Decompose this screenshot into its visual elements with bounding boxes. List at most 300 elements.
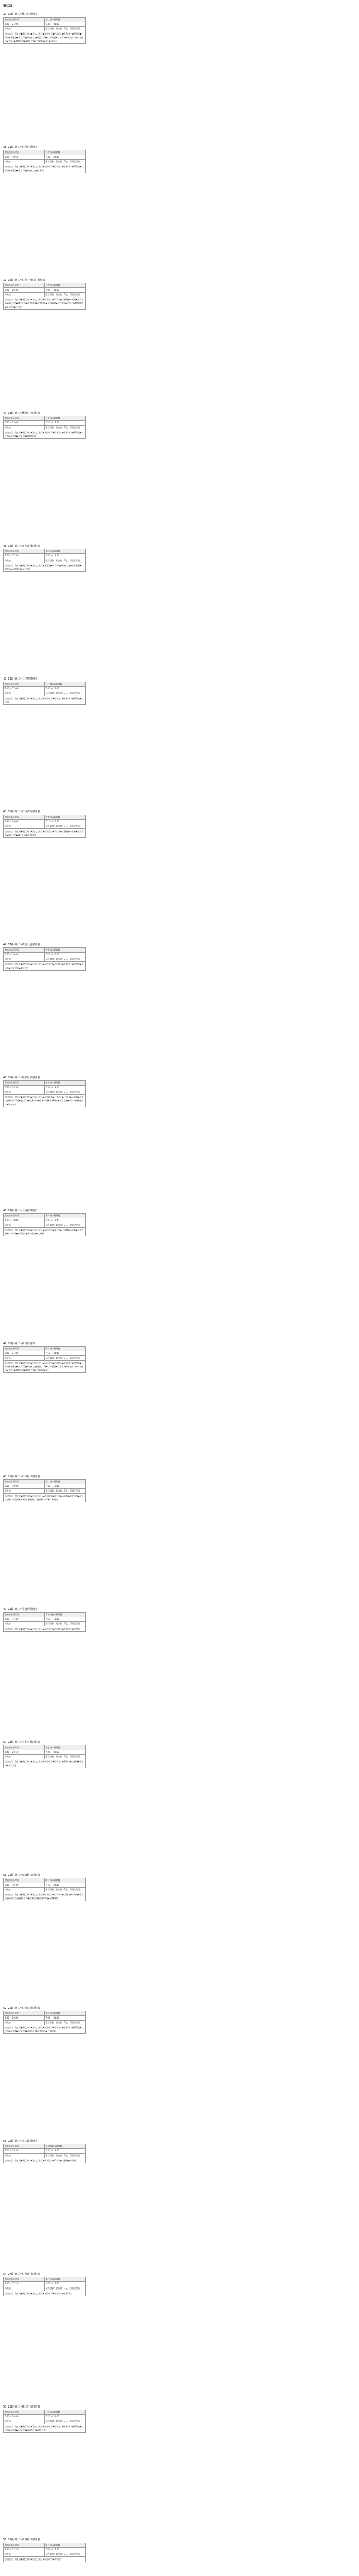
header-cell-col2: 广场首末班时间 [44,2410,86,2415]
fare-info-cell: 全程票价：起步价：3元，票面全程通 [44,2552,86,2557]
timetable-section [3,12,86,44]
timetable [3,1213,86,1236]
section-title: 26路 穗仁~永达路时刻表 [8,2140,38,2143]
table-row [4,558,86,563]
route-stops: 穗仁站▶穗仁路口▶宏达工业区▶城西中学▶西城路口▶仁和新村▶罗伯坊▶三孖塘▶永达路▶宏发大厦▶政府大道▶穗仁广场▶仁和西街▶仁和市场▶东城路口▶东方花园▶大岭村▶穗港口岸▶城东中学▶广和路口▶新村 [5,1362,84,1371]
header-cell-col2: 新村首末班时间 [44,2277,86,2282]
table-header-row [4,18,86,22]
section-heading [3,2139,86,2143]
table-row [4,297,86,310]
timetable [3,1745,86,1768]
timetable-section [3,1209,86,1236]
table-row [4,1090,86,1095]
end-time-cell: 7:30 ~ 20:30 [44,155,86,160]
table-row [4,293,86,297]
header-cell-col2: 永达路首末班时间 [44,2144,86,2149]
end-time-cell: 7:00 ~ 21:20 [44,288,86,293]
timetable [3,1612,86,1632]
route-cell [4,1892,86,1901]
fare-info-cell: 全程票价：起步价：3元，票面全程通 [44,1622,86,1626]
section-number: 47 [3,1342,7,1345]
section-number: 53 [3,2140,7,2143]
start-label-cell: 始发站 [4,824,45,829]
end-time-cell: 7:50 ~ 18:10 [44,1617,86,1622]
table-row [4,160,86,164]
route-stops: 穗仁站▶穗仁路口▶宏达工业区▶城西中学▶西城路口▶仁和新村▶罗伯坊▶三孖塘▶永达路▶宏发大厦▶政府大道▶穗仁广场 [5,2425,84,2431]
start-time-cell: 6:50 ~ 19:00 [4,1484,45,1489]
start-label-cell: 始发站 [4,1622,45,1626]
route-label: 沿途站点： [5,298,15,301]
timetable [3,815,86,838]
table-row [4,421,86,426]
start-time-cell: 7:20 ~ 17:40 [4,1617,45,1622]
end-time-cell: 7:30 ~ 19:00 [44,2149,86,2154]
start-label-cell: 始发站 [4,1755,45,1759]
table-row [4,1622,86,1626]
header-cell-col2: 花园首末班时间 [44,549,86,554]
table-row [4,1489,86,1494]
section-title: 13路 穗仁~穗港口岸时刻表 [8,412,40,415]
timetable [3,1346,86,1373]
header-cell-col1: 穗站首末班时间 [4,2011,45,2016]
start-label-cell: 始发站 [4,1356,45,1361]
table-header-row [4,1613,86,1617]
route-cell [4,1626,86,1632]
fare-info-cell: 全程票价：起步价：3元，票面全程通 [44,27,86,31]
header-cell-col1: 穗站首末班时间 [4,1081,45,1086]
section-heading [3,1209,86,1213]
table-row [4,2158,86,2163]
section-heading [3,2006,86,2010]
table-row [4,31,86,44]
table-row [4,554,86,558]
header-cell-col2: 仁和首末班时间 [44,283,86,288]
header-cell-col2: 口岸首末班时间 [44,416,86,421]
timetable [3,283,86,310]
route-stops: 穗仁站▶穗仁路口▶宏达工业区▶永达路▶宏发大厦▶政府大道▶仁和西街▶仁和市场▶东城路口▶东方花园 [5,564,84,570]
header-cell-col1: 穗站首末班时间 [4,549,45,554]
section-title: 23路 穗仁~宏发大厦时刻表 [8,1741,40,1744]
table-header-row [4,416,86,421]
timetable [3,1479,86,1502]
start-time-cell: 7:00 ~ 18:00 [4,1218,45,1223]
fare-info-cell: 全程票价：起步价：3元，票面全程通 [44,824,86,829]
header-cell-col1: 穗站首末班时间 [4,1214,45,1218]
section-heading [3,1607,86,1612]
section-title: 14路 穗仁~东方花园时刻表 [8,545,40,548]
fare-info-cell: 全程票价：起步价：3元，票面全程通 [44,558,86,563]
timetable-section [3,2006,86,2034]
section-heading [3,1076,86,1080]
section-heading [3,544,86,548]
timetable [3,2277,86,2296]
route-label: 沿途站点： [5,2425,15,2428]
section-number: 51 [3,1874,7,1877]
header-cell-col2: 大岭首末班时间 [44,1214,86,1218]
fare-info-cell: 全程票价：起步价：3元，票面全程通 [44,1356,86,1361]
route-cell [4,2291,86,2296]
section-title: 18路 穗仁~城东中学时刻表 [8,1076,40,1079]
section-number: 39 [3,279,7,282]
section-title: 27路 穗仁~仁和新村时刻表 [8,2273,40,2276]
route-label: 沿途站点： [5,697,15,700]
start-label-cell: 始发站 [4,1090,45,1095]
start-label-cell: 始发站 [4,1888,45,1892]
header-cell-col2: 西街首末班时间 [44,815,86,820]
route-label: 沿途站点： [5,1495,15,1497]
table-row [4,1888,86,1892]
table-header-row [4,283,86,288]
header-cell-col1: 穗站首末班时间 [4,2144,45,2149]
header-cell-col1: 穗站首末班时间 [4,815,45,820]
table-row [4,691,86,696]
end-time-cell: 7:10 ~ 21:40 [44,1351,86,1356]
header-cell-col2: 大道首末班时间 [44,948,86,953]
start-time-cell: 6:30 ~ 21:00 [4,1351,45,1356]
table-row [4,687,86,691]
section-number: 40 [3,412,7,415]
end-time-cell: 7:30 ~ 19:40 [44,1484,86,1489]
timetable-section [3,1740,86,1768]
route-label: 沿途站点： [5,1229,15,1231]
section-number: 49 [3,1608,7,1611]
header-cell-col1: 穗站首末班时间 [4,2277,45,2282]
table-row [4,1750,86,1755]
section-title: 15路 穗仁~三孖塘时刻表 [8,677,38,681]
table-row [4,829,86,838]
timetable [3,549,86,572]
timetable [3,947,86,971]
start-time-cell: 6:40 ~ 19:40 [4,953,45,957]
route-cell [4,2424,86,2433]
start-label-cell: 始发站 [4,27,45,31]
end-time-cell: 7:20 ~ 20:20 [44,953,86,957]
start-label-cell: 始发站 [4,2419,45,2424]
header-cell-col1: 穗站首末班时间 [4,1745,45,1750]
fare-info-cell: 全程票价：起步价：3元，票面全程通 [44,1755,86,1759]
table-header-row [4,2011,86,2016]
section-heading [3,278,86,282]
header-cell-col1: 穗站首末班时间 [4,2410,45,2415]
table-header-row [4,2543,86,2548]
table-row [4,2291,86,2296]
header-cell-col1: 穗站首末班时间 [4,1613,45,1617]
header-cell-col1: 穗站首末班时间 [4,416,45,421]
header-cell-col2: 路口首末班时间 [44,2543,86,2548]
table-row [4,2419,86,2424]
table-row [4,426,86,430]
start-label-cell: 始发站 [4,160,45,164]
route-stops: 穗仁站▶穗仁路口▶宏达工业区▶城西中学▶西城路口▶仁和新村▶罗伯坊 [15,1628,80,1630]
section-title: 12路 穗仁~仁和（西门）时刻表 [8,279,45,282]
table-row [4,1759,86,1768]
table-row [4,164,86,173]
route-label: 沿途站点： [5,564,15,567]
end-time-cell: 7:10 ~ 20:10 [44,1883,86,1888]
route-stops: 穗仁站▶穗仁路口▶宏达工业区▶城西中学▶西城路口▶罗伯坊▶三孖塘▶永达路▶宏发大厦 [5,1760,84,1767]
table-row [4,824,86,829]
fare-info-cell: 全程票价：起步价：3元，票面全程通 [44,2021,86,2025]
timetable-section [3,943,86,971]
end-time-cell: 7:40 ~ 18:10 [44,554,86,558]
section-number: 43 [3,810,7,814]
header-cell-col1: 穗站首末班时间 [4,948,45,953]
section-heading [3,2405,86,2409]
header-cell-col1: 穗站首末班时间 [4,150,45,155]
start-label-cell: 始发站 [4,426,45,430]
section-title: 20路 穗仁~新村时刻表 [8,1342,35,1345]
section-heading [3,943,86,947]
timetable-section [3,810,86,838]
route-stops: 穗仁站▶穗仁路口▶宏达工业区▶西城路口▶罗伯坊▶三孖塘▶永达路▶宏发大厦▶政府大道▶穗仁广场▶仁和西街 [5,830,84,836]
route-stops: 穗仁站▶穗仁路口▶宏达工业区▶西城路口▶罗伯坊▶三孖塘▶永达路▶宏发大厦▶政府大道▶穗仁广场▶仁和西街▶仁和市场▶东城路口▶东方花园▶大岭村▶穗港口岸▶城东中学▶仁和站 [5,298,84,308]
fare-info-cell: 全程票价：起步价：3元，票面全程通 [44,957,86,962]
timetable-section [3,1873,86,1901]
table-row [4,1228,86,1236]
header-cell-col1: 穗站首末班时间 [4,18,45,22]
header-cell-col2: 穗仁首末班时间 [44,18,86,22]
document-title: 穗仁线： [3,4,16,8]
table-row [4,2424,86,2433]
start-time-cell: 6:30 ~ 20:00 [4,820,45,824]
route-stops: 穗仁站▶穗仁路口▶宏达工业区▶城西中学▶西城路口▶仁和新村▶罗伯坊▶永达路▶宏发大厦▶政府大道 [5,963,84,969]
route-stops: 穗仁站▶穗仁路口▶宏达工业区▶城西中学▶西城路口▶仁和新村▶罗伯坊▶三孖塘 [5,697,84,703]
start-time-cell: 7:00 ~ 18:30 [4,2149,45,2154]
start-time-cell: 7:10 ~ 17:00 [4,687,45,691]
table-header-row [4,1081,86,1086]
table-row [4,2415,86,2419]
route-cell [4,962,86,971]
start-time-cell: 7:00 ~ 17:30 [4,554,45,558]
section-heading [3,810,86,814]
table-row [4,2548,86,2552]
start-time-cell: 6:50 ~ 18:30 [4,1086,45,1090]
route-stops: 穗仁站▶穗仁路口▶宏达工业区▶城西中学▶西城路口▶仁和新村▶罗伯坊▶三孖塘▶永达路▶宏发大厦▶政府大道▶仁和西街▶仁和市场 [5,2026,84,2032]
table-row [4,288,86,293]
table-row [4,1218,86,1223]
start-time-cell: 6:30 ~ 19:30 [4,1883,45,1888]
table-row [4,1755,86,1759]
section-number: 41 [3,545,7,548]
section-number: 48 [3,1475,7,1478]
table-row [4,1617,86,1622]
table-row [4,1883,86,1888]
end-time-cell: 7:20 ~ 20:50 [44,1750,86,1755]
timetable-section [3,2139,86,2163]
table-header-row [4,1347,86,1351]
section-title: 29路 穗仁~西城路口时刻表 [8,2538,40,2541]
table-row [4,563,86,572]
start-time-cell: 6:50 ~ 19:50 [4,155,45,160]
end-time-cell: 7:20 ~ 18:40 [44,421,86,426]
header-cell-col2: 大厦首末班时间 [44,1745,86,1750]
table-row [4,27,86,31]
route-label: 沿途站点： [5,1760,15,1763]
start-label-cell: 始发站 [4,293,45,297]
fare-info-cell: 全程票价：起步价：3元，票面全程通 [44,1888,86,1892]
section-title: 10路 穗仁~穗仁行时刻表 [8,13,38,16]
timetable [3,682,86,705]
route-label: 沿途站点： [5,2292,15,2295]
table-row [4,1361,86,1373]
table-header-row [4,1745,86,1750]
section-title: 24路 穗仁~东城路口时刻表 [8,1874,40,1877]
start-time-cell: 6:20 ~ 20:20 [4,2016,45,2021]
table-row [4,1892,86,1901]
table-row [4,820,86,824]
table-row [4,1356,86,1361]
section-title: 25路 穗仁~仁和市场时刻表 [8,2007,40,2010]
route-cell [4,696,86,705]
table-row [4,1351,86,1356]
timetable [3,17,86,44]
table-header-row [4,682,86,687]
table-row [4,155,86,160]
timetable-section [3,1076,86,1107]
table-row [4,2016,86,2021]
end-time-cell: 7:20 ~ 21:20 [44,2415,86,2419]
table-header-row [4,2144,86,2149]
fare-info-cell: 全程票价：起步价：3元，票面全程通 [44,691,86,696]
table-header-row [4,2277,86,2282]
section-number: 54 [3,2273,7,2276]
table-row [4,1086,86,1090]
start-label-cell: 始发站 [4,2021,45,2025]
section-heading [3,2272,86,2276]
table-header-row [4,150,86,155]
fare-info-cell: 全程票价：起步价：3元，票面全程通 [44,2154,86,2158]
route-cell [4,1228,86,1236]
table-row [4,1626,86,1632]
section-heading [3,1873,86,1877]
route-cell [4,2158,86,2163]
start-time-cell: 6:20 ~ 20:40 [4,288,45,293]
timetable [3,2011,86,2034]
table-header-row [4,1214,86,1218]
route-cell [4,1494,86,1502]
table-row [4,962,86,971]
timetable [3,1080,86,1107]
table-row [4,957,86,962]
header-cell-col2: 路口首末班时间 [44,1878,86,1883]
table-header-row [4,815,86,820]
header-cell-col1: 穗站首末班时间 [4,1347,45,1351]
route-stops: 穗仁站▶穗仁路口▶宏达工业区▶城西中学▶西城路口▶仁和新村▶罗伯坊▶三孖塘▶永达路▶宏发大厦▶政府大道▶仁和站 [5,165,84,172]
start-time-cell: 6:40 ~ 20:10 [4,1750,45,1755]
header-cell-col1: 穗站首末班时间 [4,2543,45,2548]
fare-info-cell: 全程票价：起步价：3元，票面全程通 [44,2286,86,2291]
table-row [4,2154,86,2158]
end-time-cell: 6:30 ~ 21:30 [44,22,86,27]
header-cell-col1: 穗站首末班时间 [4,682,45,687]
section-heading [3,1475,86,1479]
start-time-cell: 6:00 ~ 21:00 [4,22,45,27]
timetable-section [3,2538,86,2562]
table-header-row [4,948,86,953]
route-cell [4,31,86,44]
end-time-cell: 7:40 ~ 17:40 [44,2548,86,2552]
timetable-section [3,2272,86,2296]
timetable [3,416,86,439]
start-label-cell: 始发站 [4,1223,45,1228]
route-stops: 穗仁站▶穗仁路口▶宏达工业区▶城西中学▶西城路口▶仁和新村▶罗伯坊▶三孖塘▶永达路▶宏发大厦▶政府大道▶穗仁广场▶仁和西街▶仁和市场▶东城路口▶东方花园▶大岭村▶穗港口岸▶城东中学▶广和路口▶新村▶穗东站 [5,32,84,42]
section-heading [3,1740,86,1744]
section-title: 19路 穗仁~大岭村时刻表 [8,1209,38,1212]
timetable-section [3,2405,86,2433]
start-time-cell: 6:40 ~ 20:40 [4,2415,45,2419]
header-cell-col1: 穗站首末班时间 [4,283,45,288]
table-row [4,430,86,439]
route-stops: 穗仁站▶穗仁路口▶宏达工业区▶城西中学▶西城路口▶仁和新村▶罗伯坊▶三孖塘▶永达路▶宏发大厦▶穗港口岸 [5,431,84,437]
fare-info-cell: 全程票价：起步价：3元，票面全程通 [44,1489,86,1494]
table-row [4,2149,86,2154]
end-time-cell: 7:30 ~ 19:10 [44,1086,86,1090]
section-heading [3,145,86,149]
section-number: 45 [3,1076,7,1079]
header-cell-col2: 罗伯坊首末班时间 [44,1613,86,1617]
timetable-section [3,145,86,173]
section-title: 21路 穗仁~广和路口时刻表 [8,1475,40,1478]
route-stops: 穗仁站▶穗仁路口▶宏达工业区▶西城路口▶罗伯坊▶三孖塘▶永达路 [15,2159,76,2162]
table-row [4,1223,86,1228]
table-row [4,2286,86,2291]
table-row [4,2025,86,2034]
header-cell-col2: 新村首末班时间 [44,1347,86,1351]
table-row [4,1484,86,1489]
section-heading [3,12,86,16]
section-heading [3,1342,86,1346]
section-number: 52 [3,2007,7,2010]
route-cell [4,2025,86,2034]
timetable-section [3,1607,86,1632]
fare-info-cell: 全程票价：起步价：3元，票面全程通 [44,2419,86,2424]
end-time-cell: 7:40 ~ 18:40 [44,1218,86,1223]
section-title: 11路 穗仁~仁和行时刻表 [8,146,38,149]
start-label-cell: 始发站 [4,2286,45,2291]
header-cell-col2: 三孖塘首末班时间 [44,682,86,687]
fare-info-cell: 全程票价：起步价：3元，票面全程通 [44,426,86,430]
timetable [3,1878,86,1901]
start-label-cell: 始发站 [4,691,45,696]
route-cell [4,563,86,572]
route-stops: 穗仁站▶穗仁路口▶宏达工业区▶城西中学▶罗伯坊▶三孖塘▶永达路▶宏发大厦▶仁和市场▶东城路口▶东方花园▶大岭村 [5,1229,84,1235]
timetable-section [3,278,86,310]
route-stops: 穗仁站▶穗仁路口▶宏达工业区▶城西中学▶西城路口▶仁和新村 [15,2292,73,2295]
route-stops: 穗仁站▶穗仁路口▶宏达工业区▶西城路口▶仁和新村▶三孖塘▶永达路▶宏发大厦▶政府大道▶穗仁广场▶仁和西街▶仁和市场▶东城路口 [5,1893,84,1900]
route-stops: 穗仁站▶穗仁路口▶宏达工业区▶西城路口▶罗伯坊▶永达路▶宏发大厦▶政府大道▶仁和西街▶东城路口▶穗港口岸▶城东中学▶广和路口 [5,1495,84,1501]
section-heading [3,411,86,415]
table-row [4,2557,86,2562]
header-cell-col2: 市场首末班时间 [44,2011,86,2016]
header-cell-col2: 路口首末班时间 [44,1480,86,1484]
section-number: 42 [3,677,7,681]
section-title: 16路 穗仁~仁和西街时刻表 [8,810,40,814]
route-cell [4,1095,86,1107]
section-number: 56 [3,2538,7,2541]
timetable [3,2144,86,2163]
end-time-cell: 7:00 ~ 21:00 [44,2016,86,2021]
start-label-cell: 始发站 [4,2552,45,2557]
start-label-cell: 始发站 [4,2154,45,2158]
table-header-row [4,1480,86,1484]
header-cell-col2: 仁和首末班时间 [44,150,86,155]
end-time-cell: 7:40 ~ 17:40 [44,2282,86,2286]
section-heading [3,677,86,681]
start-label-cell: 始发站 [4,1489,45,1494]
start-time-cell: 7:20 ~ 17:20 [4,2548,45,2552]
timetable [3,150,86,173]
header-cell-col2: 中学首末班时间 [44,1081,86,1086]
